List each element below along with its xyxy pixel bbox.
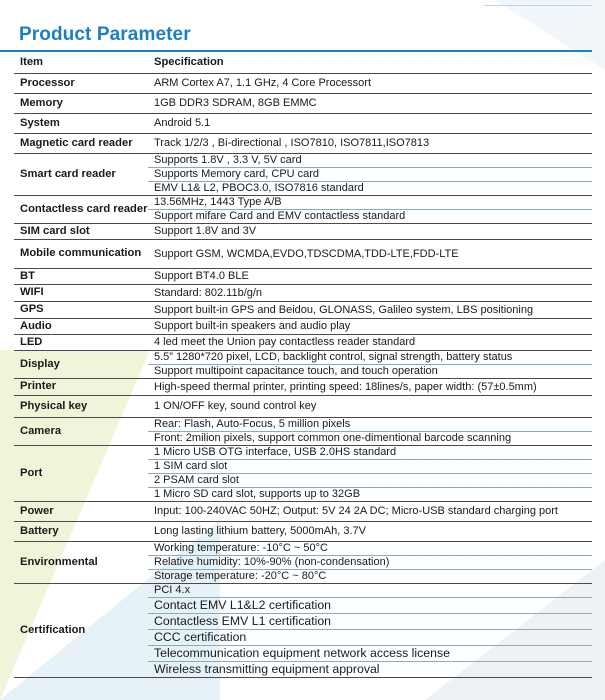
row-item-label: Certification: [14, 584, 148, 678]
row-item-label: Magnetic card reader: [14, 134, 148, 154]
row-item-label: Smart card reader: [14, 154, 148, 196]
specification-line: Telecommunication equipment network access license: [148, 645, 592, 661]
parameter-table: [14, 53, 592, 678]
column-header-item: Item: [14, 53, 148, 74]
row-specification: [148, 446, 592, 502]
title-bar: [0, 22, 592, 52]
specification-line: Support mifare Card and EMV contactless standard: [148, 209, 592, 223]
specification-line: 4 led meet the Union pay contactless reader standard: [154, 336, 416, 348]
row-specification: [148, 134, 592, 154]
table-row: [14, 396, 592, 418]
row-specification: [148, 418, 592, 446]
specification-line: 1 SIM card slot: [148, 459, 592, 473]
row-specification: [148, 269, 592, 285]
row-item-label: BT: [14, 269, 148, 285]
table-row: [14, 94, 592, 114]
row-specification: [148, 196, 592, 224]
row-item-label: Printer: [14, 379, 148, 396]
table-row: [14, 224, 592, 240]
row-item-label: Audio: [14, 319, 148, 335]
row-specification: [148, 351, 592, 379]
page-title: Product Parameter: [19, 24, 191, 45]
row-specification: [148, 240, 592, 269]
specification-line: Front: 2milion pixels, support common one-dimentional barcode scanning: [148, 431, 592, 445]
specification-line: 1GB DDR3 SDRAM, 8GB EMMC: [154, 97, 317, 109]
row-specification: [148, 114, 592, 134]
specification-line: Supports Memory card, CPU card: [148, 167, 592, 181]
table-row: [14, 74, 592, 94]
specification-line: Android 5.1: [154, 117, 211, 129]
row-specification: [148, 584, 592, 678]
row-item-label: GPS: [14, 302, 148, 319]
specification-line: Working temperature: -10°C ~ 50°C: [154, 542, 328, 554]
specification-line: Support GSM, WCMDA,EVDO,TDSCDMA,TDD-LTE,FDD-LTE: [154, 247, 459, 260]
specification-line: Support built-in speakers and audio play: [154, 320, 351, 332]
row-item-label: Port: [14, 446, 148, 502]
specification-line: 1 Micro SD card slot, supports up to 32GB: [148, 487, 592, 501]
row-specification: [148, 379, 592, 396]
specification-line: Relative humidity: 10%-90% (non-condensation): [148, 555, 592, 569]
row-specification: [148, 94, 592, 114]
table-row: [14, 351, 592, 379]
specification-line: Rear: Flash, Auto-Focus, 5 million pixels: [154, 418, 351, 430]
specification-line: Support 1.8V and 3V: [154, 225, 257, 237]
row-item-label: Environmental: [14, 542, 148, 584]
row-item-label: Contactless card reader: [14, 196, 148, 224]
table-row: [14, 379, 592, 396]
specification-line: 1 Micro USB OTG interface, USB 2.0HS standard: [154, 446, 397, 458]
specification-line: Contactless EMV L1 certification: [148, 613, 592, 629]
specification-line: ARM Cortex A7, 1.1 GHz, 4 Core Processort: [154, 77, 372, 89]
table-row: [14, 134, 592, 154]
row-item-label: Power: [14, 502, 148, 522]
row-item-label: WIFI: [14, 285, 148, 302]
row-item-label: Battery: [14, 522, 148, 542]
row-specification: [148, 154, 592, 196]
row-item-label: Display: [14, 351, 148, 379]
specification-line: 13.56MHz, 1443 Type A/B: [154, 196, 282, 208]
table-header-row: [14, 53, 592, 74]
table-row: [14, 269, 592, 285]
row-specification: [148, 335, 592, 351]
specification-line: Input: 100-240VAC 50HZ; Output: 5V 24 2A DC; Micro-USB standard charging port: [154, 505, 558, 517]
table-row: [14, 446, 592, 502]
row-item-label: Mobile communication: [14, 240, 148, 269]
specification-line: Storage temperature: -20°C ~ 80°C: [148, 569, 592, 583]
row-specification: [148, 396, 592, 418]
specification-line: Long lasting lithium battery, 5000mAh, 3.7V: [154, 525, 366, 537]
specification-line: Contact EMV L1&L2 certification: [148, 597, 592, 613]
table-row: [14, 522, 592, 542]
specification-line: PCI 4.x: [154, 584, 191, 596]
table-row: [14, 285, 592, 302]
specification-line: Track 1/2/3 , Bi-directional , ISO7810, ISO7811,ISO7813: [154, 137, 430, 149]
row-item-label: System: [14, 114, 148, 134]
table-row: [14, 240, 592, 269]
table-row: [14, 502, 592, 522]
table-row: [14, 542, 592, 584]
row-specification: [148, 224, 592, 240]
row-specification: [148, 502, 592, 522]
row-item-label: Memory: [14, 94, 148, 114]
row-specification: [148, 285, 592, 302]
specification-line: High-speed thermal printer, printing speed: 18lines/s, paper width: (57±0.5mm): [154, 380, 537, 393]
row-item-label: SIM card slot: [14, 224, 148, 240]
specification-line: Supports 1.8V , 3.3 V, 5V card: [154, 154, 302, 166]
row-item-label: Processor: [14, 74, 148, 94]
row-specification: [148, 522, 592, 542]
table-row: [14, 154, 592, 196]
row-specification: [148, 542, 592, 584]
table-row: [14, 196, 592, 224]
table-row: [14, 418, 592, 446]
specification-line: Support built-in GPS and Beidou, GLONASS, Galileo system, LBS positioning: [154, 303, 534, 316]
table-row: [14, 319, 592, 335]
specification-line: Wireless transmitting equipment approval: [148, 661, 592, 677]
table-row: [14, 114, 592, 134]
table-row: [14, 584, 592, 678]
row-specification: [148, 74, 592, 94]
specification-line: Standard: 802.11b/g/n: [154, 286, 263, 299]
specification-line: 1 ON/OFF key, sound control key: [154, 400, 317, 412]
row-item-label: LED: [14, 335, 148, 351]
specification-line: 2 PSAM card slot: [148, 473, 592, 487]
decorative-rule: [484, 5, 592, 6]
table-body: [14, 74, 592, 678]
specification-line: Support BT4.0 BLE: [154, 270, 249, 282]
table-row: [14, 302, 592, 319]
row-specification: [148, 319, 592, 335]
column-header-specification: Specification: [148, 53, 592, 74]
specification-line: CCC certification: [148, 629, 592, 645]
table-row: [14, 335, 592, 351]
row-item-label: Camera: [14, 418, 148, 446]
specification-line: EMV L1& L2, PBOC3.0, ISO7816 standard: [148, 181, 592, 195]
row-item-label: Physical key: [14, 396, 148, 418]
specification-line: Support multipoint capacitance touch, and touch operation: [148, 364, 592, 378]
specification-line: 5.5” 1280*720 pixel, LCD, backlight control, signal strength, battery status: [154, 351, 513, 363]
row-specification: [148, 302, 592, 319]
